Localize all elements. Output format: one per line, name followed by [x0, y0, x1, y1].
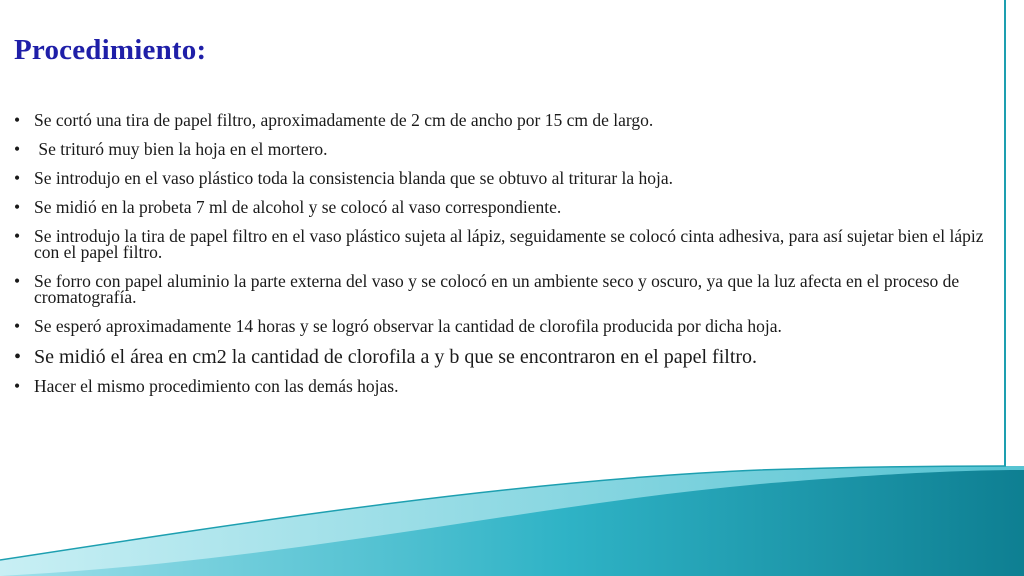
list-item-text: Se midió en la probeta 7 ml de alcohol y se colocó al vaso correspondiente. [34, 197, 562, 217]
list-item-text: Se trituró muy bien la hoja en el mortero. [34, 139, 328, 159]
list-item [14, 273, 1004, 305]
list-item [14, 112, 1004, 128]
list-item-text: Se esperó aproximadamente 14 horas y se logró observar la cantidad de clorofila producida por dicha hoja. [34, 316, 782, 336]
bullet-icon: • [14, 346, 22, 368]
list-item [14, 199, 1004, 215]
list-item [14, 170, 1004, 186]
procedure-list [14, 112, 1004, 407]
bullet-icon: • [14, 197, 21, 217]
bullet-icon: • [14, 316, 21, 336]
list-item [14, 318, 1004, 334]
list-item-text: Se introdujo la tira de papel filtro en el vaso plástico sujeta al lápiz, seguidamente se colocó cinta adhesiva, para así sujetar bien el lápiz con el papel filtro. [34, 226, 984, 262]
list-item-text: Se introdujo en el vaso plástico toda la consistencia blanda que se obtuvo al triturar la hoja. [34, 168, 674, 188]
list-item [14, 378, 1004, 394]
bullet-icon: • [14, 168, 21, 188]
list-item [14, 347, 1004, 367]
list-item-text: Hacer el mismo procedimiento con las demás hojas. [34, 376, 399, 396]
bullet-icon: • [14, 139, 21, 159]
list-item-text: Se cortó una tira de papel filtro, aproximadamente de 2 cm de ancho por 15 cm de largo. [34, 110, 654, 130]
bullet-icon: • [14, 376, 21, 396]
bullet-icon: • [14, 226, 21, 246]
list-item [14, 228, 1004, 260]
list-item-text: Se forro con papel aluminio la parte externa del vaso y se colocó en un ambiente seco y oscuro, ya que la luz afecta en el proceso de cromatografía. [34, 271, 960, 307]
list-item-text: Se midió el área en cm2 la cantidad de clorofila a y b que se encontraron en el papel filtro. [34, 346, 758, 368]
list-item [14, 141, 1004, 157]
slide-title: Procedimiento: [14, 34, 207, 66]
bullet-icon: • [14, 271, 21, 291]
bullet-icon: • [14, 110, 21, 130]
